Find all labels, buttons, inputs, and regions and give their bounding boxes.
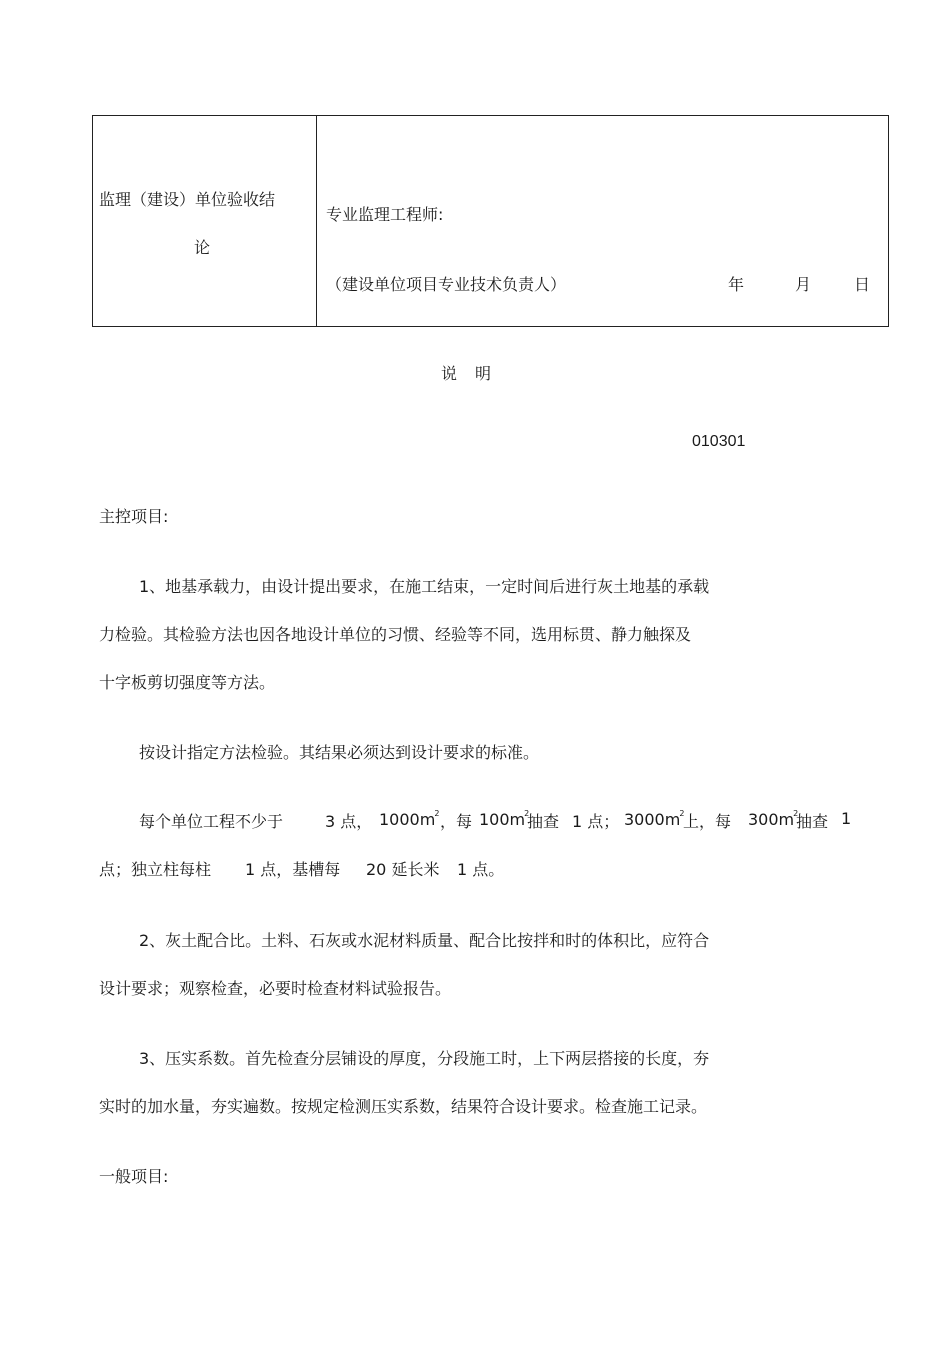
engineer-label: 专业监理工程师: [326, 205, 444, 224]
signoff-label-cell [93, 116, 316, 326]
item3-line2: 实时的加水量，夯实遍数。按规定检测压实系数，结果符合设计要求。检查施工记录。 [99, 1097, 708, 1116]
qty-area-100: $100m^2$ [479, 809, 530, 829]
item3-line1: 3、压实系数。首先检查分层铺设的厚度，分段施工时，上下两层搭接的长度，夯 [139, 1049, 710, 1068]
signoff-label-line1: 监理（建设）单位验收结 [99, 190, 276, 209]
qty2-text-b: 1 点，基槽每 [245, 860, 341, 879]
qty-text-l: 1 [841, 809, 852, 828]
qty-text-a: 每个单位工程不少于 [139, 812, 284, 831]
date-month: 月 [795, 275, 812, 294]
qty-area-1000: $1000m^2$ [379, 809, 440, 829]
qty-text-k: 抽查 [796, 812, 829, 831]
table-divider [316, 116, 317, 326]
general-items-title: 一般项目: [99, 1167, 169, 1186]
qty2-text-d: 1 点。 [457, 860, 505, 879]
item2-line1: 2、灰土配合比。土料、石灰或水泥材料质量、配合比按拌和时的体积比，应符合 [139, 931, 710, 950]
qty-text-i: 上，每 [683, 812, 732, 831]
qty-text-b: 3 点， [325, 812, 373, 831]
qty-area-3000: $3000m^2$ [624, 809, 685, 829]
date-year: 年 [728, 275, 745, 294]
owner-rep-label: （建设单位项目专业技术负责人） [326, 275, 567, 294]
method-line: 按设计指定方法检验。其结果必须达到设计要求的标准。 [139, 743, 540, 762]
item-code: 010301 [692, 433, 746, 450]
date-day: 日 [854, 275, 871, 294]
item1-line1: 1、地基承载力，由设计提出要求，在施工结束，一定时间后进行灰土地基的承载 [139, 577, 710, 596]
main-items-title: 主控项目: [99, 507, 169, 526]
qty-text-f: 抽查 [527, 812, 560, 831]
qty-area-300: $300m^2$ [748, 809, 799, 829]
signoff-table [92, 115, 889, 327]
qty2-text-c: 20 延长米 [366, 860, 440, 879]
qty-text-g: 1 点； [572, 812, 620, 831]
item1-line2: 力检验。其检验方法也因各地设计单位的习惯、经验等不同，选用标贯、静力触探及 [99, 625, 692, 644]
signoff-label-line2: 论 [194, 238, 211, 257]
item1-line3: 十字板剪切强度等方法。 [99, 673, 276, 692]
qty2-text-a: 点；独立柱每柱 [99, 860, 212, 879]
item2-line2: 设计要求；观察检查，必要时检查材料试验报告。 [99, 979, 452, 998]
qty-text-d: ，每 [440, 812, 473, 831]
notes-heading: 说 明 [441, 364, 493, 383]
